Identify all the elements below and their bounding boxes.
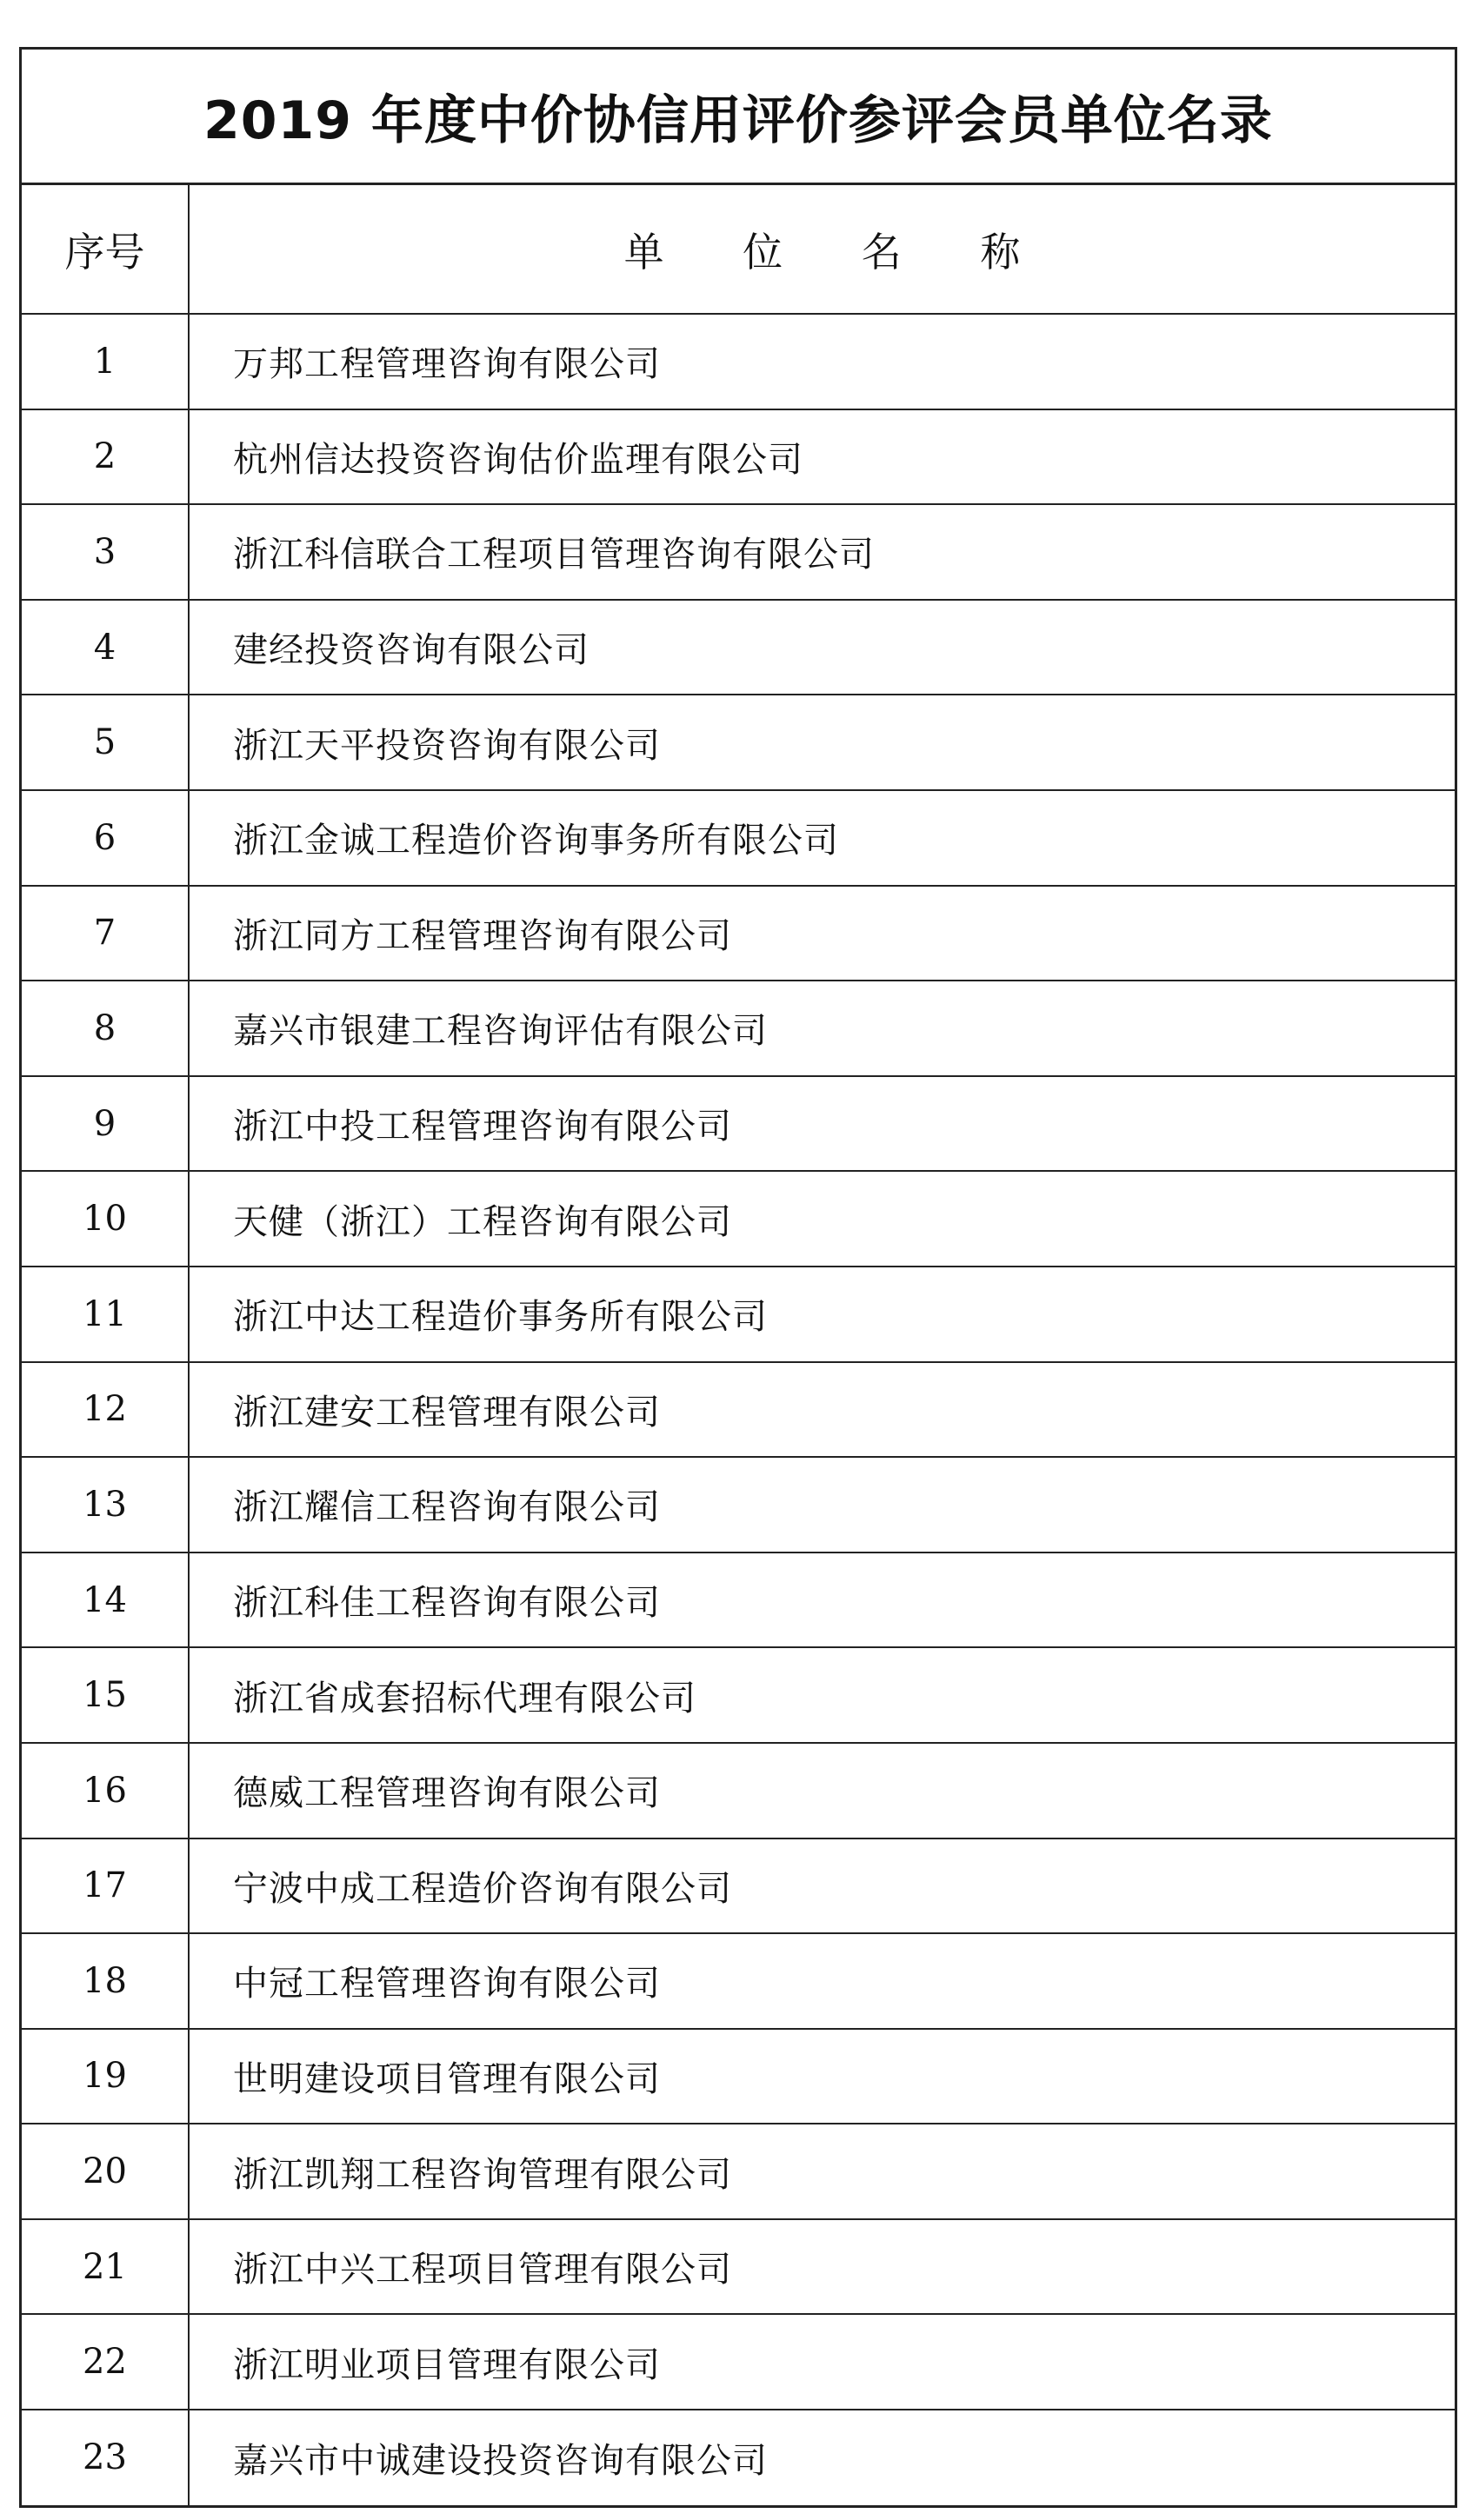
row-number: 4 (22, 600, 189, 695)
row-number: 21 (22, 2219, 189, 2315)
company-name: 浙江科信联合工程项目管理咨询有限公司 (189, 504, 1455, 600)
table-row (22, 695, 1455, 790)
row-number: 17 (22, 1838, 189, 1934)
member-list-table (19, 47, 1457, 2508)
table-row (22, 1171, 1455, 1267)
row-number: 19 (22, 2029, 189, 2124)
company-name: 浙江耀信工程咨询有限公司 (189, 1457, 1455, 1553)
company-name: 浙江建安工程管理有限公司 (189, 1362, 1455, 1458)
row-number: 18 (22, 1933, 189, 2029)
table-row (22, 600, 1455, 695)
table-row (22, 1838, 1455, 1934)
table-row (22, 1457, 1455, 1553)
row-number: 12 (22, 1362, 189, 1458)
company-name: 杭州信达投资咨询估价监理有限公司 (189, 409, 1455, 505)
company-name: 浙江凯翔工程咨询管理有限公司 (189, 2124, 1455, 2219)
table-row (22, 504, 1455, 600)
table-row (22, 2314, 1455, 2410)
table-row (22, 2029, 1455, 2124)
row-number: 20 (22, 2124, 189, 2219)
table-row (22, 314, 1455, 409)
company-name: 中冠工程管理咨询有限公司 (189, 1933, 1455, 2029)
table-row (22, 2219, 1455, 2315)
table-row (22, 1647, 1455, 1743)
row-number: 3 (22, 504, 189, 600)
table-row (22, 1933, 1455, 2029)
company-name: 浙江中投工程管理咨询有限公司 (189, 1076, 1455, 1172)
header-row (22, 185, 1455, 314)
row-number: 10 (22, 1171, 189, 1267)
company-name: 浙江中兴工程项目管理有限公司 (189, 2219, 1455, 2315)
company-name: 嘉兴市中诚建设投资咨询有限公司 (189, 2410, 1455, 2505)
row-number: 23 (22, 2410, 189, 2505)
row-number: 16 (22, 1743, 189, 1838)
company-name: 浙江金诚工程造价咨询事务所有限公司 (189, 790, 1455, 886)
column-header-name: 单 位 名 称 (623, 228, 1054, 276)
table-row (22, 981, 1455, 1076)
company-name: 浙江明业项目管理有限公司 (189, 2314, 1455, 2410)
company-name: 浙江中达工程造价事务所有限公司 (189, 1267, 1455, 1362)
row-number: 8 (22, 981, 189, 1076)
member-table (22, 185, 1455, 2505)
table-row (22, 1267, 1455, 1362)
row-number: 11 (22, 1267, 189, 1362)
table-row (22, 2124, 1455, 2219)
row-number: 1 (22, 314, 189, 409)
table-row (22, 409, 1455, 505)
company-name: 德威工程管理咨询有限公司 (189, 1743, 1455, 1838)
table-row (22, 790, 1455, 886)
row-number: 2 (22, 409, 189, 505)
table-row (22, 1076, 1455, 1172)
table-row (22, 2410, 1455, 2505)
company-name: 浙江同方工程管理咨询有限公司 (189, 886, 1455, 981)
row-number: 22 (22, 2314, 189, 2410)
company-name: 天健（浙江）工程咨询有限公司 (189, 1171, 1455, 1267)
title-row (22, 50, 1455, 185)
row-number: 15 (22, 1647, 189, 1743)
company-name: 浙江省成套招标代理有限公司 (189, 1647, 1455, 1743)
table-row (22, 1743, 1455, 1838)
row-number: 14 (22, 1553, 189, 1648)
page-title: 2019 年度中价协信用评价参评会员单位名录 (203, 90, 1273, 151)
company-name: 世明建设项目管理有限公司 (189, 2029, 1455, 2124)
table-row (22, 1362, 1455, 1458)
table-row (22, 886, 1455, 981)
company-name: 嘉兴市银建工程咨询评估有限公司 (189, 981, 1455, 1076)
company-name: 建经投资咨询有限公司 (189, 600, 1455, 695)
row-number: 13 (22, 1457, 189, 1553)
row-number: 6 (22, 790, 189, 886)
row-number: 7 (22, 886, 189, 981)
company-name: 万邦工程管理咨询有限公司 (189, 314, 1455, 409)
company-name: 浙江天平投资咨询有限公司 (189, 695, 1455, 790)
row-number: 5 (22, 695, 189, 790)
column-header-no: 序号 (22, 185, 189, 314)
row-number: 9 (22, 1076, 189, 1172)
table-row (22, 1553, 1455, 1648)
company-name: 宁波中成工程造价咨询有限公司 (189, 1838, 1455, 1934)
company-name: 浙江科佳工程咨询有限公司 (189, 1553, 1455, 1648)
